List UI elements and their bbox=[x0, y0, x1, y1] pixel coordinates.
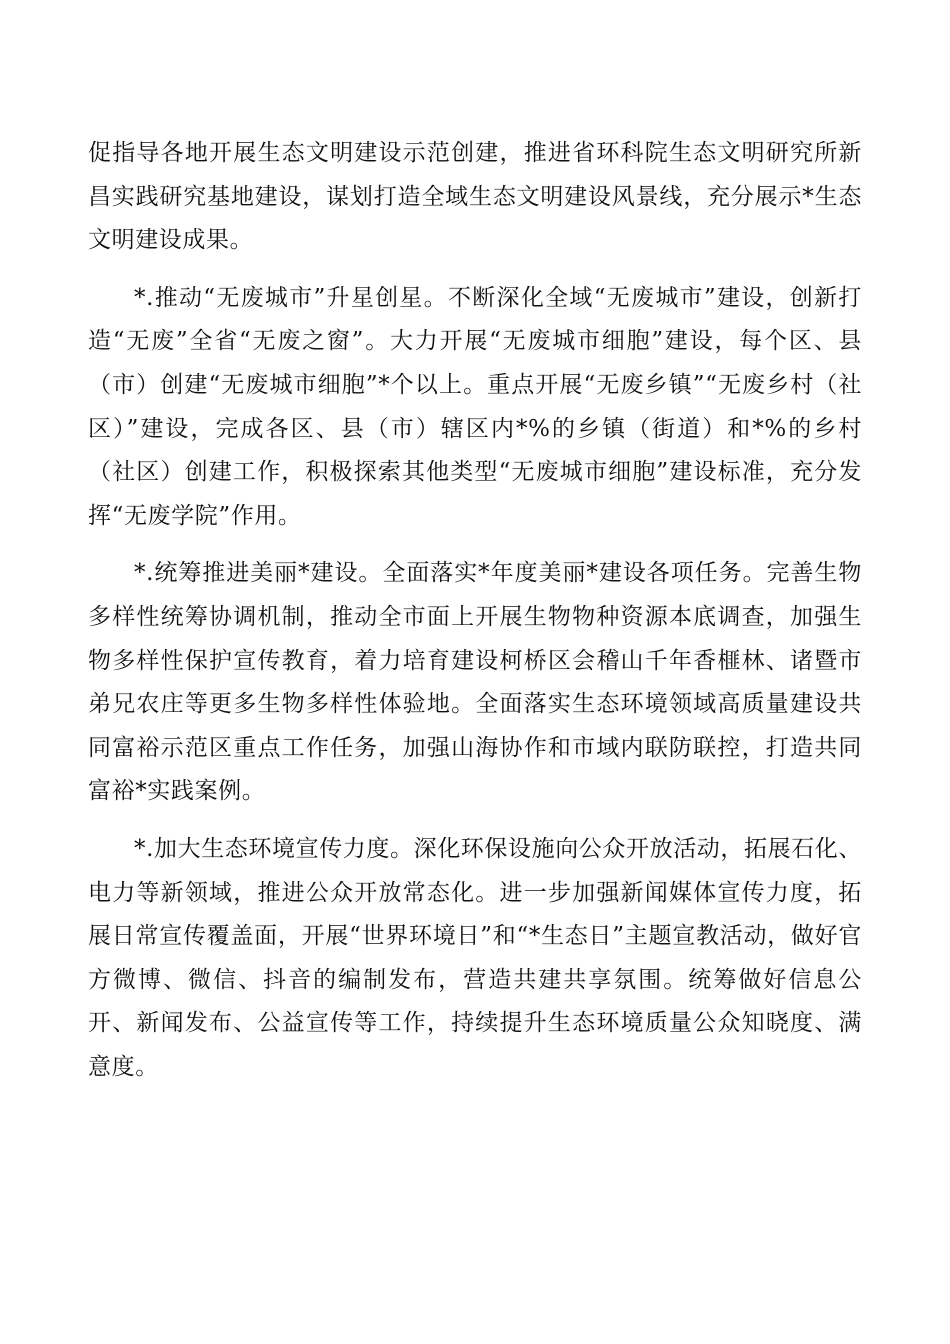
paragraph-environment-publicity: *.加大生态环境宣传力度。深化环保设施向公众开放活动，拓展石化、电力等新领域，推进公众开放常态化。进一步加强新闻媒体宣传力度，拓展日常宣传覆盖面，开展“世界环境日”和“*生态日”主题宣教活动，做好官方微博、微信、抖音的编制发布，营造共建共享氛围。统筹做好信息公开、新闻发布、公益宣传等工作，持续提升生态环境质量公众知晓度、满意度。 bbox=[88, 835, 863, 1080]
paragraph-continuation: 促指导各地开展生态文明建设示范创建，推进省环科院生态文明研究所新昌实践研究基地建设，谋划打造全域生态文明建设风景线，充分展示*生态文明建设成果。 bbox=[88, 140, 862, 254]
document-body bbox=[88, 132, 862, 1089]
paragraph-beautiful-construction: *.统筹推进美丽*建设。全面落实*年度美丽*建设各项任务。完善生物多样性统筹协调机制，推动全市面上开展生物物种资源本底调查，加强生物多样性保护宣传教育，着力培育建设柯桥区会稽山千年香榧林、诸暨市弟兄农庄等更多生物多样性体验地。全面落实生态环境领域高质量建设共同富裕示范区重点工作任务，加强山海协作和市域内联防联控，打造共同富裕*实践案例。 bbox=[88, 560, 862, 805]
paragraph-zero-waste-city: *.推动“无废城市”升星创星。不断深化全域“无废城市”建设，创新打造“无废”全省“无废之窗”。大力开展“无废城市细胞”建设，每个区、县（市）创建“无废城市细胞”*个以上。重点开展“无废乡镇”“无废乡村（社区）”建设，完成各区、县（市）辖区内*%的乡镇（街道）和*%的乡村（社区）创建工作，积极探索其他类型“无废城市细胞”建设标准，充分发挥“无废学院”作用。 bbox=[88, 284, 862, 529]
